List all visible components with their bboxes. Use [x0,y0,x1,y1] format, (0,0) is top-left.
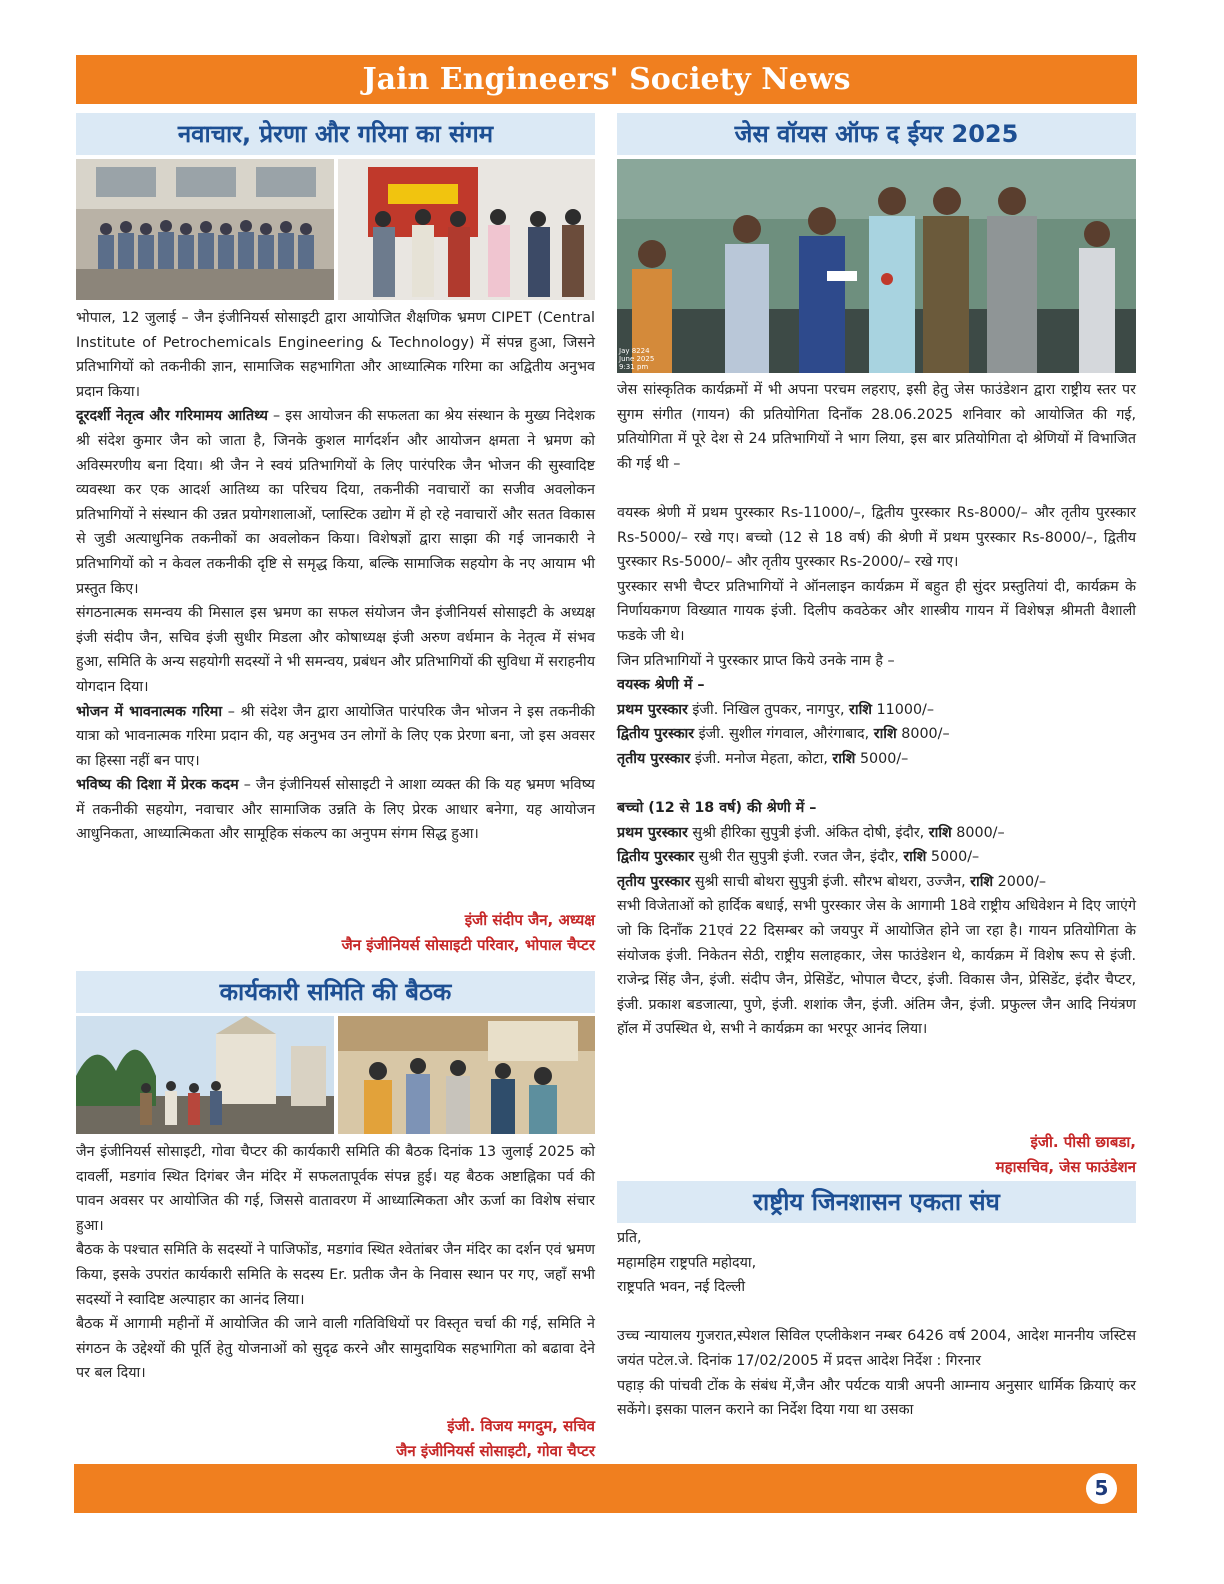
amount-label: राशि [873,726,897,743]
section-title-innovation: नवाचार, प्रेरणा और गरिमा का संगम [76,113,595,155]
amount-label: राशि [849,701,873,718]
article-paragraph: जिन प्रतिभागियों ने पुरस्कार प्राप्त किये उनके नाम है – [617,652,895,669]
article-paragraph: उच्च न्यायालय गुजरात,स्पेशल सिविल एप्लीकेशन नम्बर 6426 वर्ष 2004, आदेश माननीय जस्टिस जयंत पटेल.जे. दिनांक 17/02/2005 में प्रदत्त आदेश निर्देश : गिरनार [617,1328,1136,1369]
prize-label: तृतीय पुरस्कार [617,873,691,890]
paragraph-text: – श्री संदेश जैन द्वारा आयोजित पारंपरिक जैन भोजन ने इस तकनीकी यात्रा को भावनात्मक गरिमा प्रदान की, यह अनुभव उन लोगों के लिए एक प्रेरणा बना, जो इस अवसर का हिस्सा नहीं बन पाए। [76,703,595,769]
spacer [617,772,1136,797]
article-paragraph [76,404,595,601]
photo-timestamp: Jay 8224 June 2025 9:31 pm [619,347,655,371]
felicitation-photo-cipet [338,159,595,300]
amount-label: राशि [928,824,952,841]
amount: 2000/– [993,873,1047,890]
kids-category-heading: बच्चो (12 से 18 वर्ष) की श्रेणी में – [617,800,817,817]
article-paragraph: वयस्क श्रेणी में प्रथम पुरस्कार Rs-11000/–, द्वितीय पुरस्कार Rs-8000/– और तृतीय पुरस्कार Rs-5000/– रखे गए। बच्चो (12 से 18 वर्ष) की श्रेणी में प्रथम पुरस्कार Rs-8000/–, द्वितीय पुरस्कार Rs-5000/– और तृतीय पुरस्कार Rs-2000/– रखे गए। [617,504,1136,571]
winner-line [617,698,1136,723]
article-committee-body [76,1140,595,1386]
address-line: राष्ट्रपति भवन, नई दिल्ली [617,1279,746,1296]
winner-name: इंजी. सुशील गंगवाल, औरंगाबाद, [694,726,874,743]
signature-name: इंजी. विजय मगदुम, सचिव [447,1417,595,1435]
page-number: 5 [1086,1473,1117,1504]
winner-name: इंजी. मनोज मेहता, कोटा, [690,750,833,767]
article-jinshasan-body [617,1226,1136,1423]
prize-label: द्वितीय पुरस्कार [617,849,695,866]
amount: 8000/– [951,824,1005,841]
winner-line [617,870,1136,895]
paragraph-text: – इस आयोजन की सफलता का श्रेय संस्थान के मुख्य निदेशक श्री संदेश कुमार जैन को जाता है, जिनके कुशल मार्गदर्शन और आयोजन क्षमता ने भ्रमण को अविस्मरणीय बना दिया। श्री जैन ने स्वयं प्रतिभागियों के लिए पारंपरिक जैन भोजन की सुस्वादिष्ट व्यवस्था कर एक आदर्श आतिथ्य का परिचय दिया, तकनीकी नवाचारों का सजीव अवलोकन प्रतिभागियों ने संस्थान की उन्नत प्रयोगशालाओं, प्लास्टिक उद्योग में हो रहे नवाचारों और सतत विकास से जुडी अत्याधुनिक तकनीकों का अवलोकन किया। विशेषज्ञों द्वारा साझा की गई जानकारी ने प्रतिभागियों को न केवल तकनीकी दृष्टि से समृद्ध किया, बल्कि सामाजिक सहयोग के नए आयाम भी प्रस्तुत किए। [76,408,595,597]
adult-category-heading: वयस्क श्रेणी में – [617,677,705,694]
signature-bhopal [76,908,595,958]
spacer [617,1300,1136,1325]
section-title-jinshasan: राष्ट्रीय जिनशासन एकता संघ [617,1181,1136,1223]
winner-name: इंजी. निखिल तुपकर, नागपुर, [687,701,850,718]
article-paragraph: सभी विजेताओं को हार्दिक बधाई, सभी पुरस्कार जेस के आगामी 18वे राष्ट्रीय अधिवेशन मे दिए जाएंगे जो कि दिनाँक 21एवं 22 दिसम्बर को जयपुर में आयोजित होने जा रहा है। गायन प्रतियोगिता के संयोजक इंजी. निकेतन सेठी, राष्ट्रीय सलाहकार, जेस फाउंडेशन थे, कार्यक्रम में विशेष रूप से इंजी. राजेन्द्र सिंह जैन, इंजी. संदीप जैन, प्रेसिडेंट, भोपाल चैप्टर, इंजी. विकास जैन, प्रेसिडेंट, इंदौर चैप्टर, इंजी. प्रकाश बडजात्या, पुणे, इंजी. शशांक जैन, इंजी. अंतिम जैन, इंजी. प्रफुल्ल जैन आदि नियंत्रण हॉल में उपस्थित थे, सभी ने कार्यक्रम का भरपूर आनंद लिया। [617,898,1136,1038]
article-paragraph: बैठक में आगामी महीनों में आयोजित की जाने वाली गतिविधियों पर विस्तृत चर्चा की गई, समिति ने संगठन के उद्देश्यों की पूर्ति हेतु योजनाओं को सुदृढ करने और सामुदायिक सहभागिता को बढावा देने पर बल दिया। [76,1316,595,1382]
article-paragraph: भोपाल, 12 जुलाई – जैन इंजीनियर्स सोसाइटी द्वारा आयोजित शैक्षणिक भ्रमण CIPET (Central Institute of Petrochemicals Engineering & Technology) में संपन्न हुआ, जिसने प्रतिभागियों को तकनीकी ज्ञान, सामाजिक सहभागिता और आध्यात्मिक गरिमा का अद्वितीय अनुभव प्रदान किया। [76,310,595,400]
address-line: महामहिम राष्ट्रपति महोदया, [617,1254,757,1271]
signature-goa [76,1414,595,1464]
article-paragraph: पुरस्कार सभी चैप्टर प्रतिभागियों ने ऑनलाइन कार्यक्रम में बहुत ही सुंदर प्रस्तुतियां दी, कार्यक्रम के निर्णायकगण विख्यात गायक इंजी. दिलीप कवठेकर और शास्त्रीय गायन में विशेषज्ञ श्रीमती वैशाली फडके जी थे। [617,578,1136,644]
award-ceremony-photo [617,159,1136,373]
signature-name: इंजी. पीसी छाबडा, [1030,1133,1136,1151]
winner-name: सुश्री रीत सुपुत्री इंजी. रजत जैन, इंदौर, [694,849,904,866]
subheading: भविष्य की दिशा में प्रेरक कदम [76,777,239,794]
newsletter-title: Jain Engineers' Society News [76,55,1137,104]
section-title-committee: कार्यकारी समिति की बैठक [76,971,595,1013]
prize-label: तृतीय पुरस्कार [617,750,691,767]
article-paragraph: जैन इंजीनियर्स सोसाइटी, गोवा चैप्टर की कार्यकारी समिति की बैठक दिनांक 13 जुलाई 2025 को दावर्ली, मडगांव स्थित दिगंबर जैन मंदिर में सफलतापूर्वक संपन्न हुई। यह बैठक अष्टाह्निका पर्व की पावन अवसर पर आयोजित की गई, जिससे वातावरण में आध्यात्मिकता और ऊर्जा का विशेष संचार हुआ। [76,1144,595,1234]
spacer [617,476,1136,501]
winner-line [617,821,1136,846]
article-paragraph: बैठक के पश्चात समिति के सदस्यों ने पाजिफोंड, मडगांव स्थित श्वेतांबर जैन मंदिर का दर्शन एवं भ्रमण किया, इसके उपरांत कार्यकारी समिति के सदस्य Er. प्रतीक जैन के निवास स्थान पर गए, जहाँ सभी सदस्यों ने स्वादिष्ट अल्पाहार का आनंद लिया। [76,1242,595,1308]
prize-label: द्वितीय पुरस्कार [617,726,695,743]
winner-line [617,722,1136,747]
page-footer [74,1464,1137,1513]
article-paragraph [76,773,595,847]
amount-label: राशि [970,873,994,890]
winner-line [617,845,1136,870]
group-photo-cipet [76,159,334,300]
gova-temple-photo [76,1016,334,1134]
signature-org: जैन इंजीनियर्स सोसाइटी, गोवा चैप्टर [396,1442,595,1460]
article-innovation-body [76,306,595,847]
article-paragraph: पहाड़ की पांचवी टोंक के संबंध में,जैन और पर्यटक यात्री अपनी आम्नाय अनुसार धार्मिक क्रियाएं कर सकेंगे। इसका पालन कराने का निर्देश दिया गया था उसका [617,1377,1136,1419]
article-paragraph: संगठनात्मक समन्वय की मिसाल इस भ्रमण का सफल संयोजन जैन इंजीनियर्स सोसाइटी के अध्यक्ष इंजी संदीप जैन, सचिव इंजी सुधीर मिडला और कोषाध्यक्ष इंजी अरुण वर्धमान के नेतृत्व में संभव हुआ, समिति के अन्य सहयोगी सदस्यों ने भी समन्वय, प्रबंधन और प्रतिभागियों की सुविधा में सराहनीय योगदान दिया। [76,605,595,695]
article-paragraph: जेस सांस्कृतिक कार्यक्रमों में भी अपना परचम लहराए, इसी हेतु जेस फाउंडेशन द्वारा राष्ट्रीय स्तर पर सुगम संगीत (गायन) की प्रतियोगिता दिनाँक 28.06.2025 शनिवार को आयोजित की गई, प्रतियोगिता में पूरे देश से 24 प्रतिभागियों ने भाग लिया, इस बार प्रतियोगिता दो श्रेणियों में विभाजित की गई थी – [617,382,1136,472]
article-paragraph [76,700,595,774]
winner-name: सुश्री हीरिका सुपुत्री इंजी. अंकित दोषी, इंदौर, [687,824,929,841]
prize-label: प्रथम पुरस्कार [617,824,688,841]
amount: 8000/– [896,726,950,743]
article-voice-body [617,378,1136,1042]
paragraph-text: – जैन इंजीनियर्स सोसाइटी ने आशा व्यक्त की कि यह भ्रमण भविष्य में तकनीकी सहयोग, नवाचार और सामाजिक उन्नति के लिए प्रेरक आधार बनेगा, यह आयोजन आधुनिकता, आध्यात्मिकता और सामूहिक संकल्प का अनुपम संगम सिद्ध हुआ। [76,777,595,843]
subheading: भोजन में भावनात्मक गरिमा [76,703,223,720]
winner-line [617,747,1136,772]
gova-meeting-photo [338,1016,595,1134]
amount-label: राशि [832,750,856,767]
signature-org: जैन इंजीनियर्स सोसाइटी परिवार, भोपाल चैप्टर [341,936,595,954]
amount-label: राशि [903,849,927,866]
signature-name: इंजी संदीप जैन, अध्यक्ष [464,911,595,929]
subheading: दूरदर्शी नेतृत्व और गरिमामय आतिथ्य [76,408,268,425]
signature-org: महासचिव, जेस फाउंडेशन [995,1158,1136,1176]
winner-name: सुश्री साची बोथरा सुपुत्री इंजी. सौरभ बोथरा, उज्जैन, [690,873,971,890]
amount: 11000/– [872,701,935,718]
amount: 5000/– [926,849,980,866]
amount: 5000/– [855,750,909,767]
signature-jes-foundation [617,1130,1136,1180]
address-line: प्रति, [617,1230,642,1246]
prize-label: प्रथम पुरस्कार [617,701,688,718]
section-title-voice-of-year: जेस वॉयस ऑफ द ईयर 2025 [617,113,1136,155]
